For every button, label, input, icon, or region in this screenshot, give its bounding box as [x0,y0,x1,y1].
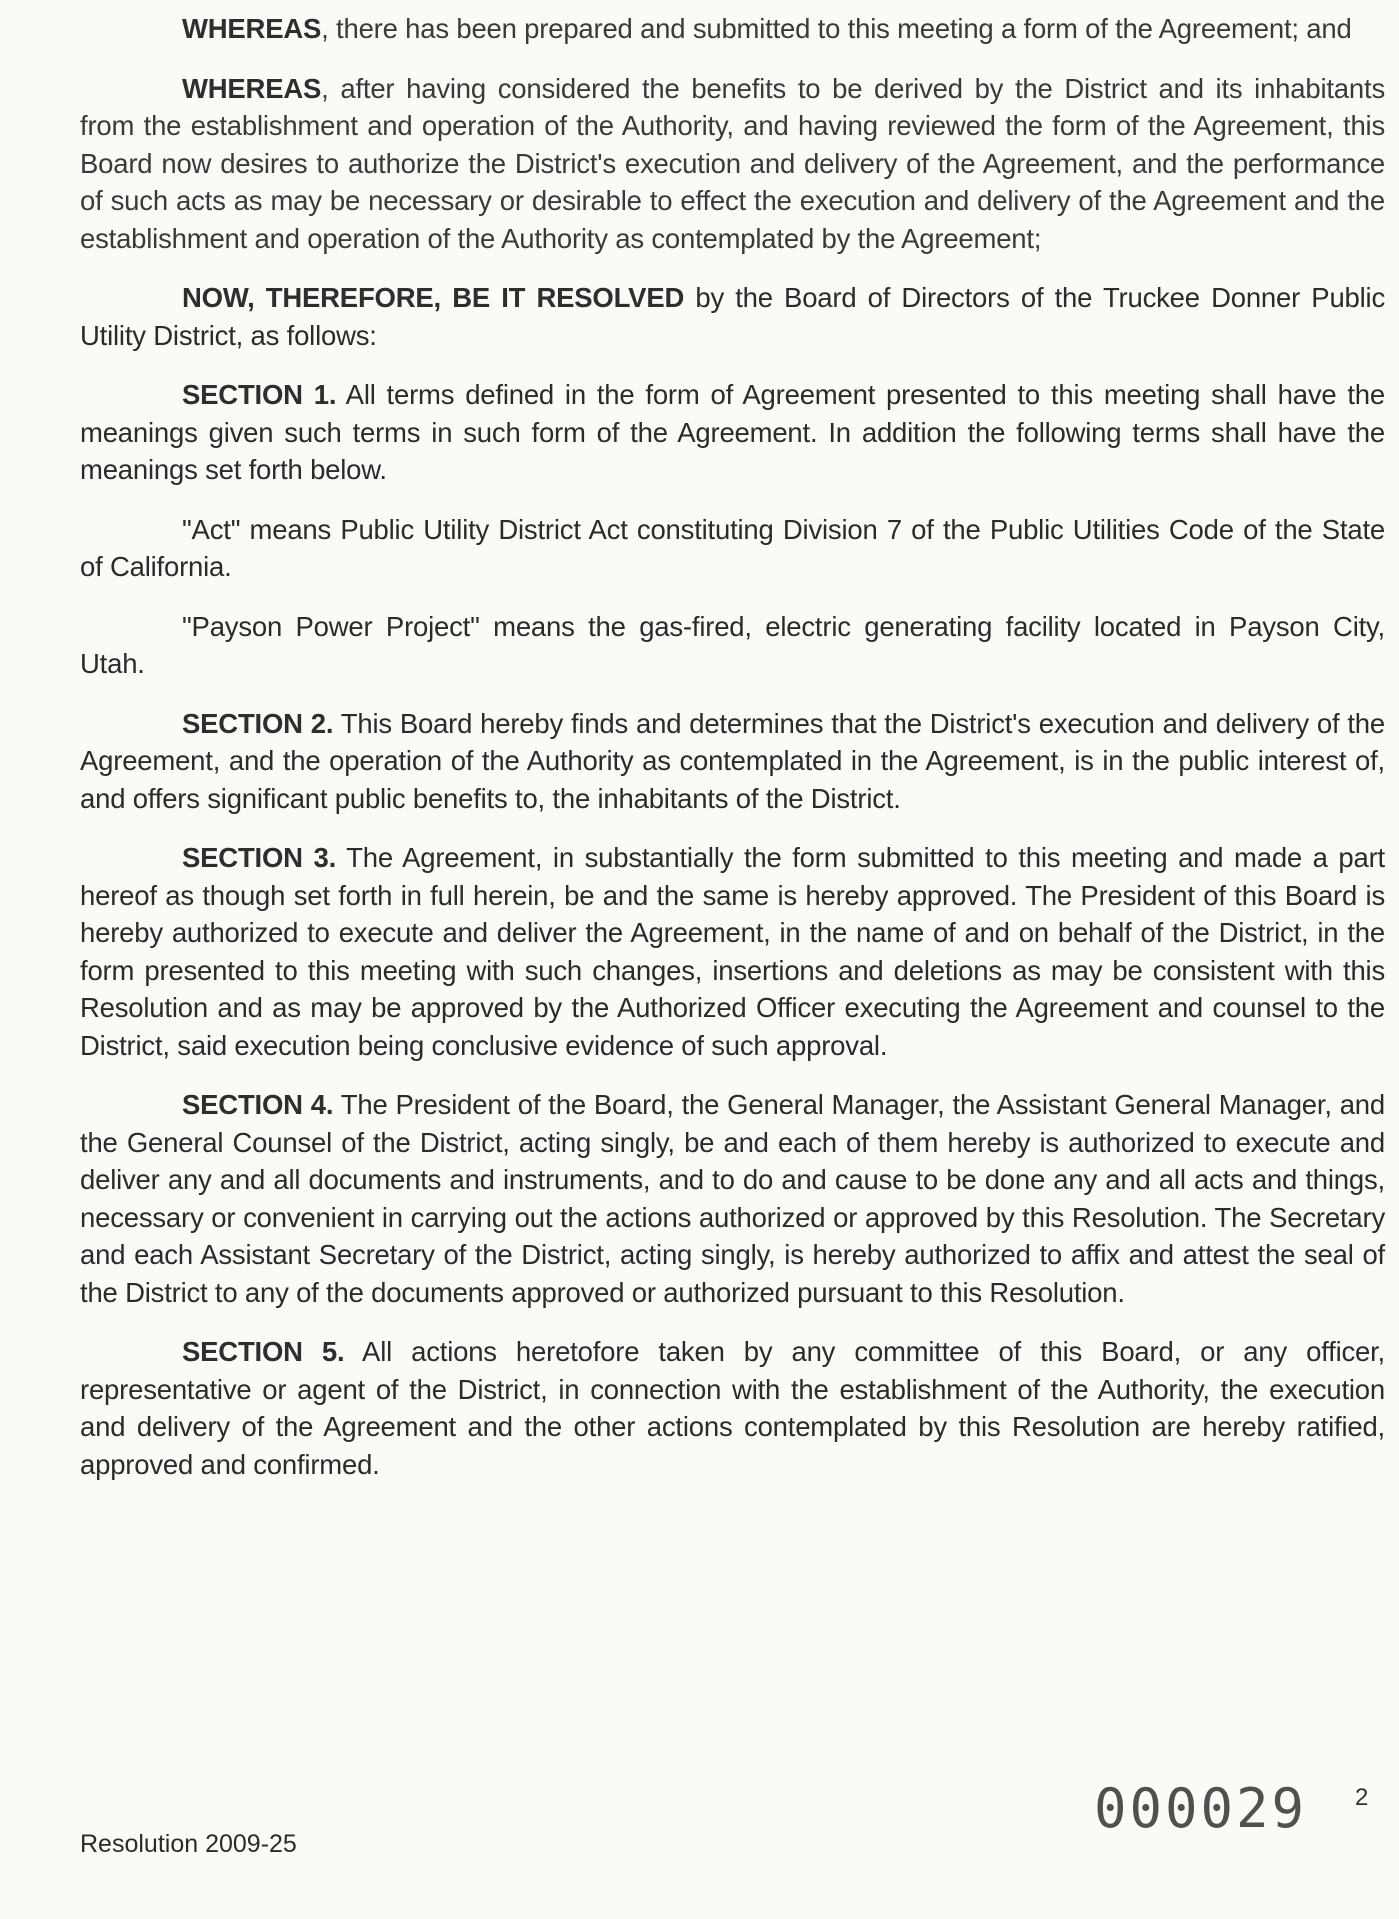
definition-payson-paragraph [80,608,1385,683]
whereas-paragraph-1 [80,10,1385,48]
whereas-paragraph-2 [80,70,1385,258]
resolved-paragraph [80,279,1385,354]
footer-resolution-label: Resolution 2009-25 [80,1830,297,1858]
section-2-paragraph [80,705,1385,818]
paragraph-text: All terms defined in the form of Agreement presented to this meeting shall have the meanings given such terms in such form of the Agreement. In addition the following terms shall have the meanings set forth below. [80,379,1385,485]
paragraph-lead: WHEREAS [182,13,322,44]
section-5-paragraph [80,1333,1385,1483]
paragraph-text: The President of the Board, the General Manager, the Assistant General Manager, and the General Counsel of the District, acting singly, be and each of them hereby is authorized to execute and deliver any and all documents and instruments, and to do and cause to be done any and all acts and things, necessary or convenient in carrying out the actions authorized or approved by this Resolution. The Secretary and each Assistant Secretary of the District, acting singly, is hereby authorized to affix and attest the seal of the District to any of the documents approved or authorized pursuant to this Resolution. [80,1089,1385,1308]
paragraph-lead: WHEREAS [182,72,322,104]
paragraph-text: "Act" means Public Utility District Act constituting Division 7 of the Public Utilities Code of the State of California. [80,513,1385,582]
paragraph-text: This Board hereby finds and determines that the District's execution and delivery of the Agreement, and the operation of the Authority as contemplated in the Agreement, is in the public interest of, and offers significant public benefits to, the inhabitants of the District. [80,707,1385,814]
paragraph-lead: NOW, THEREFORE, BE IT RESOLVED [182,282,685,313]
paragraph-text: The Agreement, in substantially the form submitted to this meeting and made a part hereof as though set forth in full herein, be and the same is hereby approved. The President of this Board is hereby authorized to execute and deliver the Agreement, in the name of and on behalf of the District, in the form presented to this meeting with such changes, insertions and deletions as may be consistent with this Resolution and as may be approved by the Authorized Officer executing the Agreement and counsel to the District, said execution being conclusive evidence of such approval. [80,842,1385,1061]
paragraph-text: "Payson Power Project" means the gas-fired, electric generating facility located in Payson City, Utah. [80,610,1385,679]
paragraph-lead: SECTION 2. [182,707,334,739]
paragraph-text: by the Board of Directors of the Truckee Donner Public Utility District, as follows: [80,282,1386,351]
paragraph-lead: SECTION 4. [182,1089,334,1120]
paragraph-text: All actions heretofore taken by any committee of this Board, or any officer, representative or agent of the District, in connection with the establishment of the Authority, the execution and delivery of the Agreement and the other actions contemplated by this Resolution are hereby ratified, approved and confirmed. [80,1336,1385,1480]
paragraph-text: , after having considered the benefits to be derived by the District and its inhabitants from the establishment and operation of the Authority, and having reviewed the form of the Agreement, this Board now desires to authorize the District's execution and delivery of the Agreement, and the performance of such acts as may be necessary or desirable to effect the execution and delivery of the Agreement and the establishment and operation of the Authority as contemplated by the Agreement; [80,72,1385,254]
page-stamp-number: 000029 [1094,1777,1308,1840]
definition-act-paragraph [80,511,1385,586]
paragraph-lead: SECTION 5. [182,1336,345,1367]
paragraph-lead: SECTION 3. [182,842,337,873]
section-4-paragraph [80,1086,1385,1311]
section-3-paragraph [80,839,1385,1064]
paragraph-text: , there has been prepared and submitted to this meeting a form of the Agreement; and [321,13,1352,44]
document-body [80,10,1385,1505]
paragraph-lead: SECTION 1. [182,379,337,410]
page-number: 2 [1355,1784,1369,1811]
section-1-paragraph [80,376,1385,489]
